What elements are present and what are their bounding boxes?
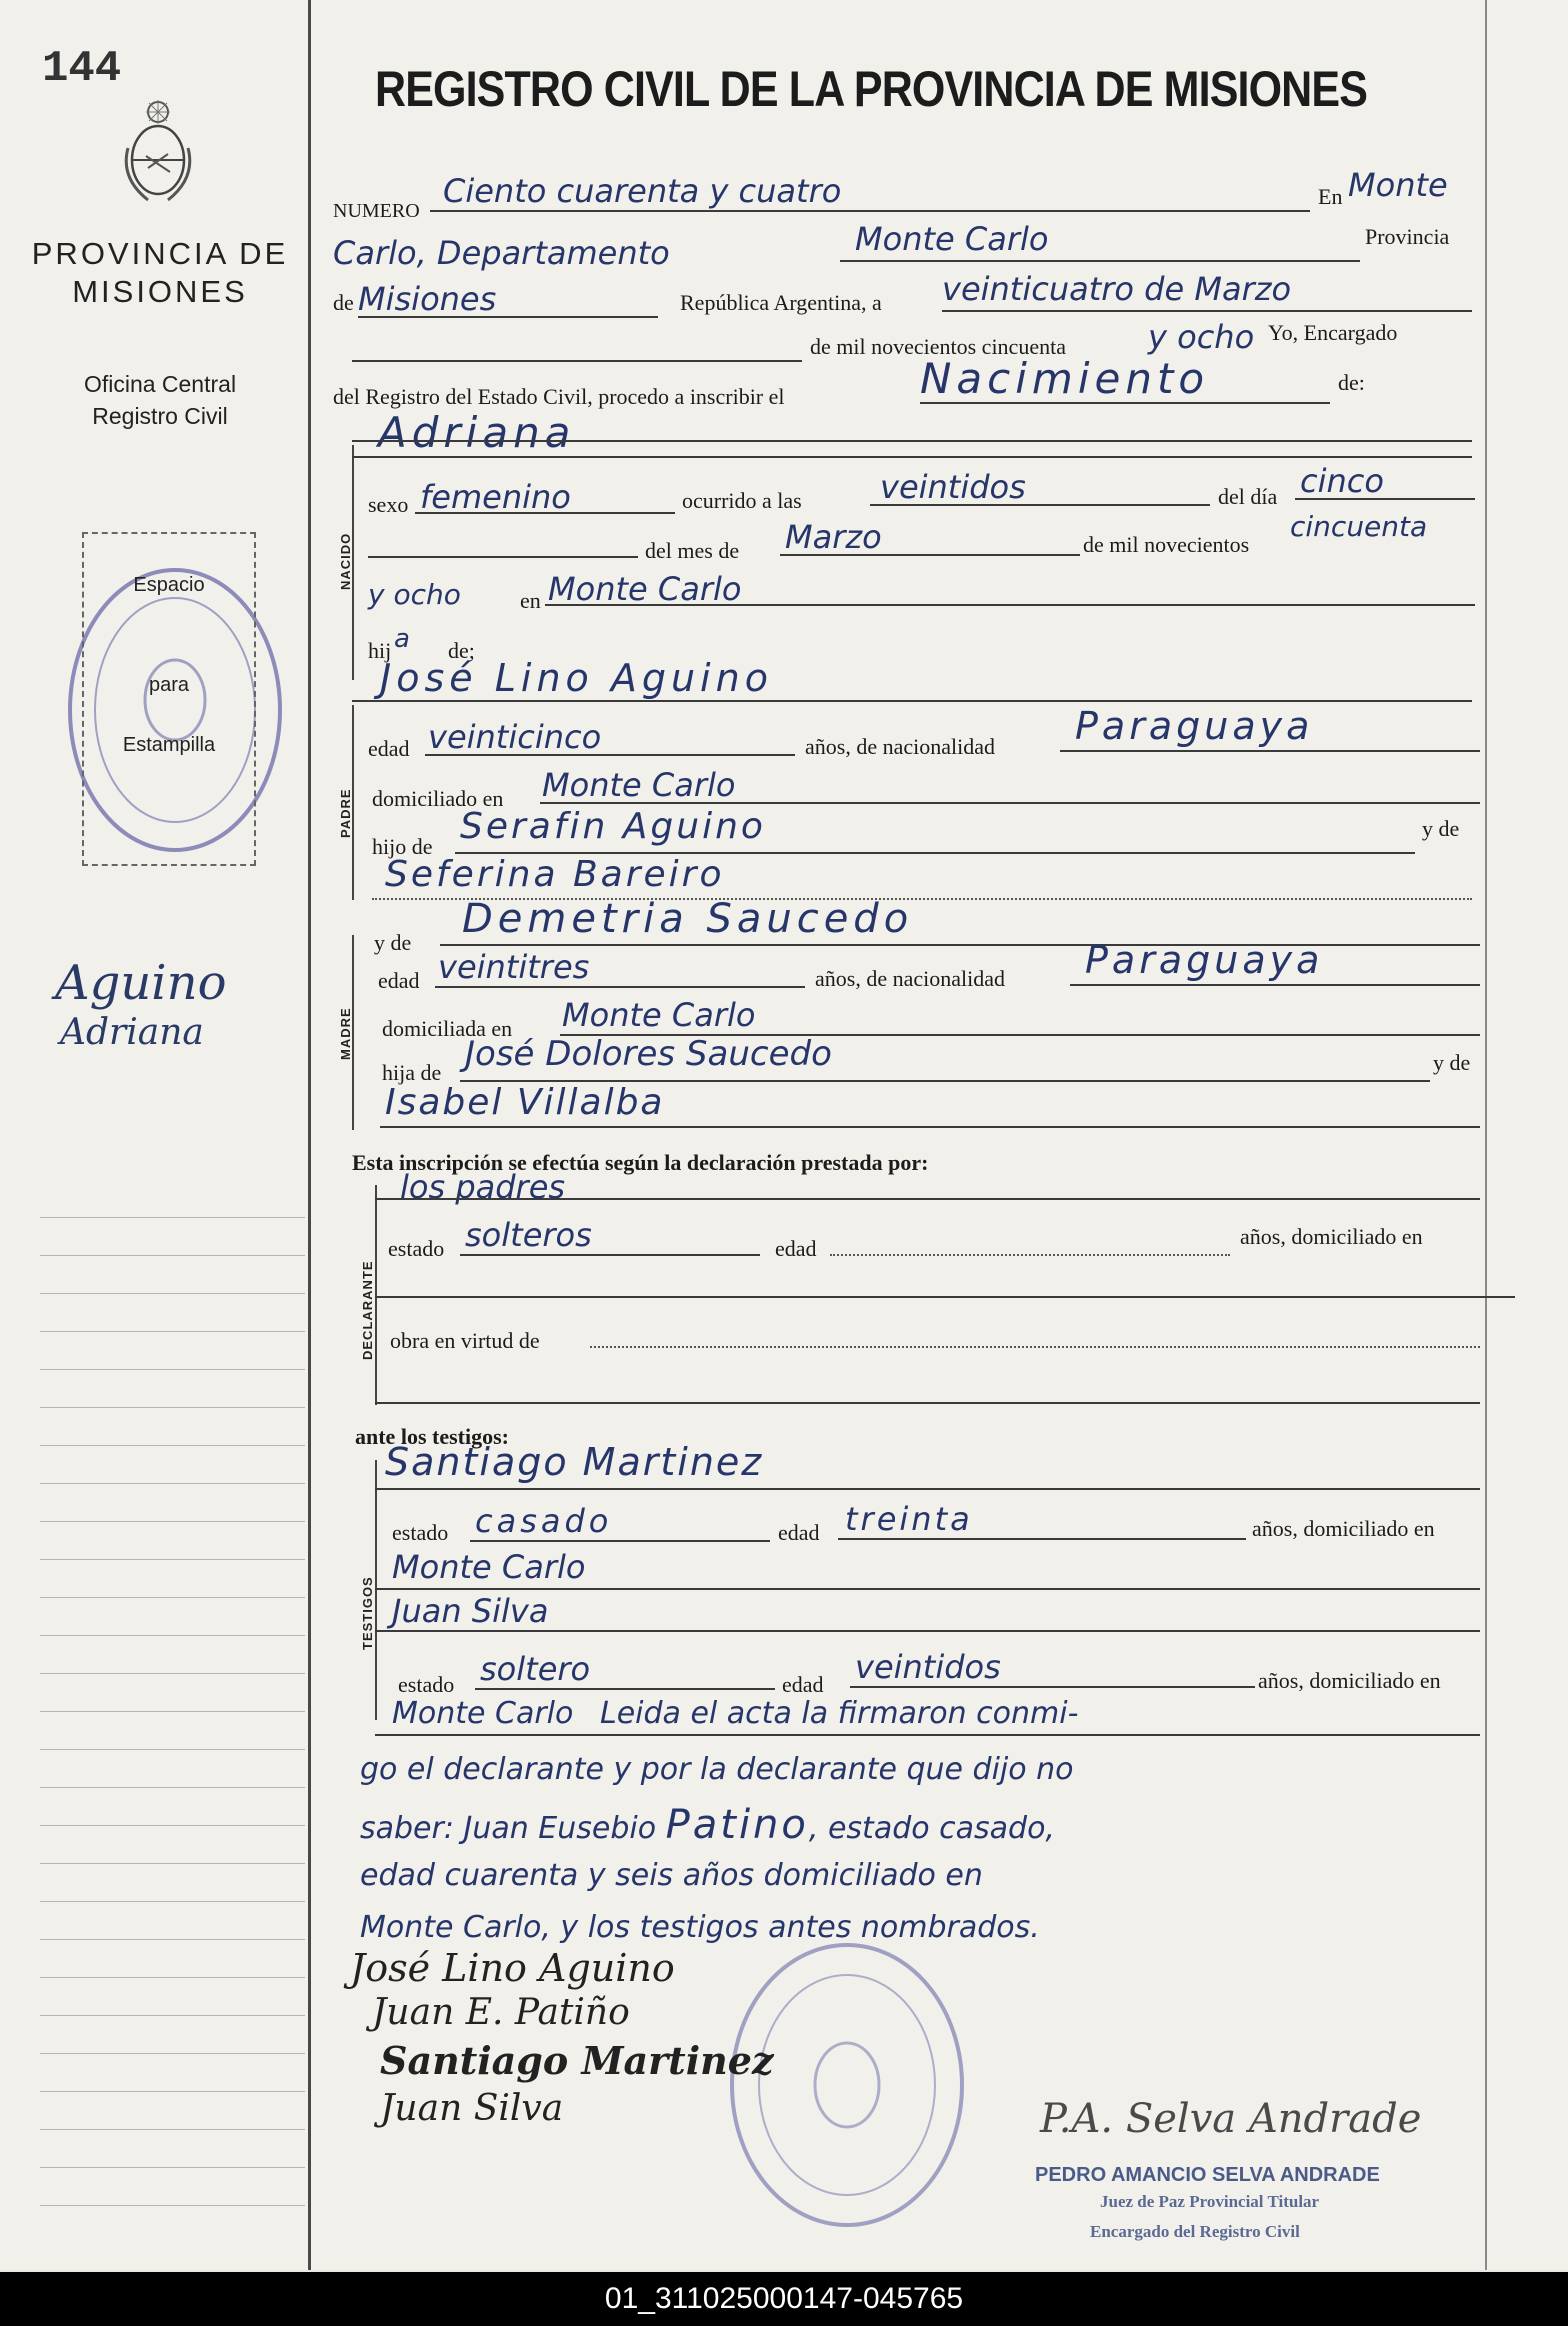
- signature-declarante: Juan E. Patiño: [372, 1992, 630, 2033]
- hora-value: veintidos: [880, 468, 1026, 506]
- estado-line: [470, 1540, 770, 1542]
- en-value-continued: Carlo, Departamento: [333, 234, 670, 272]
- edad-value: veintitres: [438, 948, 590, 986]
- section-label-nacido: NACIDO: [338, 532, 353, 590]
- stamp-label: para: [148, 674, 190, 696]
- margin-ruled-lines: [40, 1180, 305, 2230]
- domicilio-value: Monte Carlo: [562, 996, 756, 1034]
- edad-label: edad: [775, 1236, 817, 1261]
- official-name-stamp: PEDRO AMANCIO SELVA ANDRADE: [1035, 2164, 1380, 2186]
- edad-label: edad: [782, 1672, 824, 1697]
- padre-padre-nombre: Serafin Aguino: [460, 806, 766, 847]
- republica-label: República Argentina, a: [680, 290, 882, 315]
- row-line: [375, 1488, 1480, 1490]
- registro-label: del Registro del Estado Civil, procedo a inscribir el: [333, 384, 785, 409]
- lugar-value: Monte Carlo: [548, 570, 742, 608]
- provincia-line: [358, 316, 658, 318]
- stamp-label: Estampilla: [122, 734, 216, 756]
- madre-padre-nombre: José Dolores Saucedo: [465, 1034, 832, 1074]
- anios-label: años, domiciliado en: [1240, 1224, 1423, 1249]
- province-heading: PROVINCIA DE MISIONES: [31, 236, 289, 309]
- provincia-value: Misiones: [358, 280, 497, 318]
- sexo-value: femenino: [420, 478, 571, 516]
- row-line: [375, 1402, 1480, 1404]
- de-label: de;: [448, 638, 475, 663]
- hij-label: hij: [368, 638, 392, 663]
- hijo-label: hijo de: [372, 834, 433, 859]
- anio-value: cincuenta: [1290, 510, 1428, 543]
- testigo2-edad: veintidos: [855, 1648, 1001, 1686]
- en-label: en: [520, 588, 541, 613]
- section-label-madre: MADRE: [338, 1007, 353, 1060]
- section-label-declarante: DECLARANTE: [360, 1260, 375, 1360]
- estado-line: [460, 1254, 760, 1256]
- estado-line: [475, 1688, 775, 1690]
- yde-label: y de: [1433, 1050, 1471, 1075]
- edad-line: [838, 1538, 1246, 1540]
- official-title-2: Encargado del Registro Civil: [1090, 2222, 1300, 2241]
- section-bar: [375, 1185, 377, 1405]
- anios-label: años, domiciliado en: [1258, 1668, 1441, 1693]
- signature-padre: José Lino Aguino: [350, 1946, 675, 1990]
- row-line: [375, 1198, 1480, 1200]
- hija-label: hija de: [382, 1060, 442, 1085]
- blank-line: [368, 556, 638, 558]
- row-line: [375, 1630, 1480, 1632]
- document-title: REGISTRO CIVIL DE LA PROVINCIA DE MISIONES: [375, 61, 1368, 117]
- de-colon-label: de:: [1338, 370, 1365, 395]
- anio-value-continued: y ocho: [368, 578, 461, 611]
- yde-label: y de: [1422, 816, 1460, 841]
- blank-line: [352, 360, 802, 362]
- testigo1-nombre: Santiago Martinez: [385, 1440, 764, 1484]
- nota-linea-3: saber: Juan Eusebio Patino, estado casado,: [360, 1802, 1055, 1848]
- domicilio-label: domiciliado en: [372, 786, 504, 811]
- numero-label: NUMERO: [333, 200, 420, 222]
- row-line: [352, 440, 1472, 442]
- edad-label: edad: [368, 736, 410, 761]
- fecha-line: [942, 310, 1472, 312]
- sexo-line: [415, 512, 675, 514]
- edad-label: edad: [778, 1520, 820, 1545]
- row-line: [375, 1296, 1515, 1298]
- madre-nombre: Demetria Saucedo: [462, 896, 914, 942]
- margin-annotation-surname: Aguino: [55, 955, 227, 1011]
- mes-line: [780, 554, 1080, 556]
- edad-line: [435, 986, 805, 988]
- departamento-value: Monte Carlo: [855, 220, 1049, 258]
- nacido-nombre: Adriana: [378, 408, 576, 457]
- obra-label: obra en virtud de: [390, 1328, 540, 1353]
- nota-linea-4: edad cuarenta y seis años domiciliado en: [360, 1858, 983, 1893]
- fecha-value: veinticuatro de Marzo: [942, 270, 1292, 308]
- nacionalidad-line: [1060, 750, 1480, 752]
- testigo1-edad: treinta: [845, 1500, 973, 1538]
- office-heading: Oficina Central Registro Civil: [83, 371, 237, 429]
- section-bar: [375, 1460, 377, 1720]
- sexo-label: sexo: [368, 492, 409, 517]
- signature-testigo2: Juan Silva: [380, 2088, 564, 2129]
- testigo1-domicilio: Monte Carlo: [392, 1548, 586, 1586]
- nacionalidad-label: años, de nacionalidad: [805, 734, 995, 759]
- en-label: En: [1318, 184, 1343, 209]
- signature-official: P.A. Selva Andrade: [1040, 2096, 1422, 2142]
- domicilio-line: [540, 802, 1480, 804]
- edad-label: edad: [378, 968, 420, 993]
- nacionalidad-value: Paraguaya: [1075, 704, 1314, 748]
- numero-value: Ciento cuarenta y cuatro: [443, 172, 842, 210]
- signature-testigo1: Santiago Martinez: [380, 2038, 774, 2083]
- row-line: [375, 1588, 1480, 1590]
- mil-label: de mil novecientos: [1083, 532, 1250, 557]
- provincia-label: Provincia: [1365, 224, 1450, 249]
- row-line: [440, 944, 1480, 946]
- acto-line: [920, 402, 1330, 404]
- obra-line: [590, 1346, 1480, 1348]
- row-line: [375, 1734, 1480, 1736]
- stamp-label: Espacio: [133, 574, 205, 596]
- row-line: [352, 456, 1472, 458]
- edad-value: veinticinco: [428, 718, 602, 756]
- lugar-line: [545, 604, 1475, 606]
- estado-label: estado: [388, 1236, 445, 1261]
- estado-value: solteros: [465, 1216, 592, 1254]
- section-label-padre: PADRE: [338, 788, 353, 838]
- edad-line: [850, 1686, 1255, 1688]
- stamp-space: [82, 532, 256, 866]
- en-value: Monte: [1348, 166, 1448, 204]
- de-label: de: [333, 290, 354, 315]
- testigo2-nombre: Juan Silva: [392, 1592, 549, 1630]
- nacionalidad-label: años, de nacionalidad: [815, 966, 1005, 991]
- nota-linea-2: go el declarante y por la declarante que dijo no: [360, 1752, 1074, 1787]
- mes-value: Marzo: [785, 518, 882, 556]
- file-id-bar: 01_311025000147-045765: [0, 2272, 1568, 2326]
- departamento-line: [840, 260, 1360, 262]
- acto-value: Nacimiento: [920, 354, 1210, 403]
- estado-label: estado: [392, 1520, 449, 1545]
- dia-value: cinco: [1300, 462, 1384, 500]
- estado-label: estado: [398, 1672, 455, 1697]
- official-title-1: Juez de Paz Provincial Titular: [1100, 2192, 1320, 2211]
- mes-label: del mes de: [645, 538, 740, 563]
- dia-line: [1295, 498, 1475, 500]
- section-label-testigos: TESTIGOS: [360, 1576, 375, 1650]
- yo-label: Yo, Encargado: [1268, 320, 1398, 345]
- row-line: [352, 700, 1472, 702]
- nacionalidad-line: [1070, 984, 1480, 986]
- coat-of-arms-icon: [118, 98, 198, 208]
- madre-madre-nombre: Isabel Villalba: [385, 1082, 665, 1123]
- ocurrido-label: ocurrido a las: [682, 488, 802, 513]
- declarante-nombre: los padres: [400, 1168, 566, 1206]
- testigos-intro: ante los testigos:: [355, 1424, 509, 1449]
- mil-label: de mil novecientos cincuenta: [810, 334, 1066, 359]
- testigo2-domicilio: Monte Carlo: [392, 1696, 574, 1731]
- nota-linea-5: Monte Carlo, y los testigos antes nombrados.: [360, 1910, 1040, 1945]
- margin-annotation-given: Adriana: [60, 1012, 204, 1053]
- testigo1-estado: casado: [475, 1502, 613, 1540]
- yde-label: y de: [374, 930, 412, 955]
- numero-line: [430, 210, 1310, 212]
- testigo2-estado: soltero: [480, 1650, 591, 1688]
- anios-label: años, domiciliado en: [1252, 1516, 1435, 1541]
- page-edge: [1485, 0, 1487, 2270]
- padre-madre-nombre: Seferina Bareiro: [385, 854, 725, 895]
- anio-value: y ocho: [1148, 318, 1255, 356]
- dia-label: del día: [1218, 484, 1278, 509]
- nota-linea-1: Leida el acta la firmaron conmi-: [600, 1696, 1079, 1731]
- domicilio-label: domiciliada en: [382, 1016, 513, 1041]
- nacionalidad-value: Paraguaya: [1085, 938, 1324, 982]
- margin-divider: [308, 0, 311, 2270]
- edad-line: [425, 754, 795, 756]
- registry-seal-icon: [722, 1935, 972, 2235]
- padre-nombre: José Lino Aguino: [380, 656, 773, 700]
- hij-suffix: a: [394, 624, 410, 654]
- domicilio-value: Monte Carlo: [542, 766, 736, 804]
- row-line: [380, 1126, 1480, 1128]
- folio-number: 144: [42, 44, 122, 94]
- hora-line: [870, 504, 1210, 506]
- edad-line: [830, 1254, 1230, 1256]
- declarante-intro: Esta inscripción se efectúa según la declaración prestada por:: [352, 1150, 929, 1175]
